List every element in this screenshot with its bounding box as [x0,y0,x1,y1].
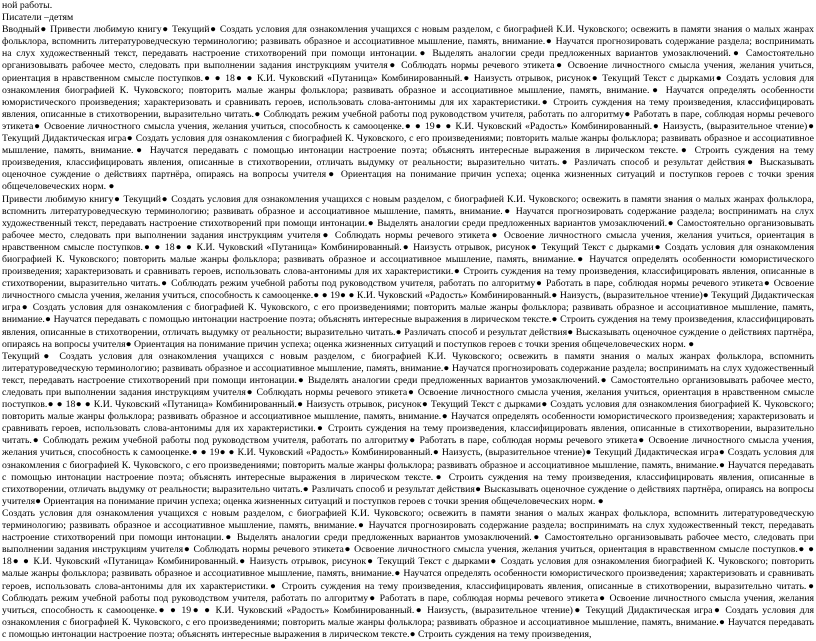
paragraph-3: Текущий● Создать условия для ознакомления учащихся с новым разделом, с биографией К.И. Чуковского; освежить в памяти знания о малых жанрах фольклора, вспомнить литературоведческую терминологию; развивать образное и ассоциативное мышление, память, внимание.● Научатся прогнозировать содержание раздела; воспринимать на слух художественный текст, передавать настроение стихотворений при помощи интонации.● Выделять аналогии среди предложенных вариантов умозаключений.● Самостоятельно организовывать рабочее место, следовать при выполнении задания инструкциям учителя● Соблюдать нормы речевого этикета● Освоение личностного смысла учения, желания учиться, ориентация в нравственном смысле поступков.● ● 18● ● К.И. Чуковский «Путаница» Комбинированный.● Наизусть отрывок, рисунок● Текущий Текст с дырками● Создать условия для ознакомления биографией К. Чуковского; повторить малые жанры фольклора; развивать образное и ассоциативное мышление, память, внимание.● Научатся определять особенности юмористического произведения; характеризовать и сравнивать героев, использовать слова-антонимы для их характеристики.● Строить суждения на тему произведения, классифицировать явления, описанные в стихотворении, выразительно читать.● Соблюдать режим учебной работы под руководством учителя, работать по алгоритму● Работать в паре, соблюдая нормы речевого этикета● Освоение личностного смысла учения, желания учиться, способность к самооценке.● ● 19● ● К.И. Чуковский «Радость» Комбинированный.● Наизусть, (выразительное чтение)● Текущий Дидактическая игра● Создать условия для ознакомления с биографией К. Чуковского, с его произведениями; повторить малые жанры фольклора; развивать образное и ассоциативное мышление, память, внимание.● Научатся передавать с помощью интонации настроение поэта; объяснять интересные выражения в лирическом тексте.● Строить суждения на тему произведения, классифицировать явления, описанные в стихотворении, отличать выдумку от реальности; выразительно читать.● Различать способ и результат действия● Высказывать оценочное суждение о действиях партнёра, опираясь на вопросы учителя● Ориентация на понимание причин успеха; оценка жизненных ситуаций и поступков героев с точки зрения общечеловеческих норм. ● [2,350,814,507]
paragraph-2: Привести любимую книгу● Текущий● Создать условия для ознакомления учащихся с новым разделом, с биографией К.И. Чуковского; освежить в памяти знания о малых жанрах фольклора, вспомнить литературоведческую терминологию; развивать образное и ассоциативное мышление, память, внимание.● Научатся прогнозировать содержание раздела; воспринимать на слух художественный текст, передавать настроение стихотворений при помощи интонации.● Выделять аналогии среди предложенных вариантов умозаключений.● Самостоятельно организовывать рабочее место, следовать при выполнении задания инструкциям учителя● Соблюдать нормы речевого этикета● Освоение личностного смысла учения, желания учиться, ориентация в нравственном смысле поступков.● ● 18● ● К.И. Чуковский «Путаница» Комбинированный.● Наизусть отрывок, рисунок● Текущий Текст с дырками● Создать условия для ознакомления биографией К. Чуковского; повторить малые жанры фольклора; развивать образное и ассоциативное мышление, память, внимание.● Научатся определять особенности юмористического произведения; характеризовать и сравнивать героев, использовать слова-антонимы для их характеристики.● Строить суждения на тему произведения, классифицировать явления, описанные в стихотворении, выразительно читать.● Соблюдать режим учебной работы под руководством учителя, работать по алгоритму● Работать в паре, соблюдая нормы речевого этикета● Освоение личностного смысла учения, желания учиться, способность к самооценке.● ● 19● ● К.И. Чуковский «Радость» Комбинированный.● Наизусть, (выразительное чтение)● Текущий Дидактическая игра● Создать условия для ознакомления с биографией К. Чуковского, с его произведениями; повторить малые жанры фольклора; развивать образное и ассоциативное мышление, память, внимание.● Научатся передавать с помощью интонации настроение поэта; объяснять интересные выражения в лирическом тексте.● Строить суждения на тему произведения, классифицировать явления, описанные в стихотворении, отличать выдумку от реальности; выразительно читать.● Различать способ и результат действия● Высказывать оценочное суждение о действиях партнёра, опираясь на вопросы учителя● Ориентация на понимание причин успеха; оценка жизненных ситуаций и поступков героев с точки зрения общечеловеческих норм. ● [2,193,814,350]
paragraph-1: Вводный● Привести любимую книгу● Текущий● Создать условия для ознакомления учащихся с новым разделом, с биографией К.И. Чуковского; освежить в памяти знания о малых жанрах фольклора, вспомнить литературоведческую терминологию; развивать образное и ассоциативное мышление, память, внимание.● Научатся прогнозировать содержание раздела; воспринимать на слух художественный текст, передавать настроение стихотворений при помощи интонации.● Выделять аналогии среди предложенных вариантов умозаключений.● Самостоятельно организовывать рабочее место, следовать при выполнении задания инструкциям учителя● Соблюдать нормы речевого этикета● Освоение личностного смысла учения, желания учиться, ориентация в нравственном смысле поступков.● ● 18● ● К.И. Чуковский «Путаница» Комбинированный.● Наизусть отрывок, рисунок● Текущий Текст с дырками● Создать условия для ознакомления биографией К. Чуковского; повторить малые жанры фольклора; развивать образное и ассоциативное мышление, память, внимание.● Научатся определять особенности юмористического произведения; характеризовать и сравнивать героев, использовать слова-антонимы для их характеристики.● Строить суждения на тему произведения, классифицировать явления, описанные в стихотворении, выразительно читать.● Соблюдать режим учебной работы под руководством учителя, работать по алгоритму● Работать в паре, соблюдая нормы речевого этикета● Освоение личностного смысла учения, желания учиться, способность к самооценке.● ● 19● ● К.И. Чуковский «Радость» Комбинированный.● Наизусть, (выразительное чтение)● Текущий Дидактическая игра● Создать условия для ознакомления с биографией К. Чуковского, с его произведениями; повторить малые жанры фольклора; развивать образное и ассоциативное мышление, память, внимание.● Научатся передавать с помощью интонации настроение поэта; объяснять интересные выражения в лирическом тексте.● Строить суждения на тему произведения, классифицировать явления, описанные в стихотворении, отличать выдумку от реальности; выразительно читать.● Различать способ и результат действия● Высказывать оценочное суждение о действиях партнёра, опираясь на вопросы учителя● Ориентация на понимание причин успеха; оценка жизненных ситуаций и поступков героев с точки зрения общечеловеческих норм. ● [2,24,814,193]
section-subheading: Писатели –детям [2,12,74,24]
paragraph-4: Создать условия для ознакомления учащихся с новым разделом, с биографией К.И. Чуковского; освежить в памяти знания о малых жанрах фольклора, вспомнить литературоведческую терминологию; развивать образное и ассоциативное мышление, память, внимание.● Научатся прогнозировать содержание раздела; воспринимать на слух художественный текст, передавать настроение стихотворений при помощи интонации.● Выделять аналогии среди предложенных вариантов умозаключений.● Самостоятельно организовывать рабочее место, следовать при выполнении задания инструкциям учителя● Соблюдать нормы речевого этикета● Освоение личностного смысла учения, желания учиться, ориентация в нравственном смысле поступков.● ● 18● ● К.И. Чуковский «Путаница» Комбинированный.● Наизусть отрывок, рисунок● Текущий Текст с дырками● Создать условия для ознакомления биографией К. Чуковского; повторить малые жанры фольклора; развивать образное и ассоциативное мышление, память, внимание.● Научатся определять особенности юмористического произведения; характеризовать и сравнивать героев, использовать слова-антонимы для их характеристики.● Строить суждения на тему произведения, классифицировать явления, описанные в стихотворении, выразительно читать.● Соблюдать режим учебной работы под руководством учителя, работать по алгоритму● Работать в паре, соблюдая нормы речевого этикета● Освоение личностного смысла учения, желания учиться, способность к самооценке.● ● 19● ● К.И. Чуковский «Радость» Комбинированный.● Наизусть, (выразительное чтение)● Текущий Дидактическая игра● Создать условия для ознакомления с биографией К. Чуковского, с его произведениями; повторить малые жанры фольклора; развивать образное и ассоциативное мышление, память, внимание.● Научатся передавать с помощью интонации настроение поэта; объяснять интересные выражения в лирическом тексте.● Строить суждения на тему произведения, [2,507,814,640]
heading-fragment: ной работы. [2,0,53,11]
